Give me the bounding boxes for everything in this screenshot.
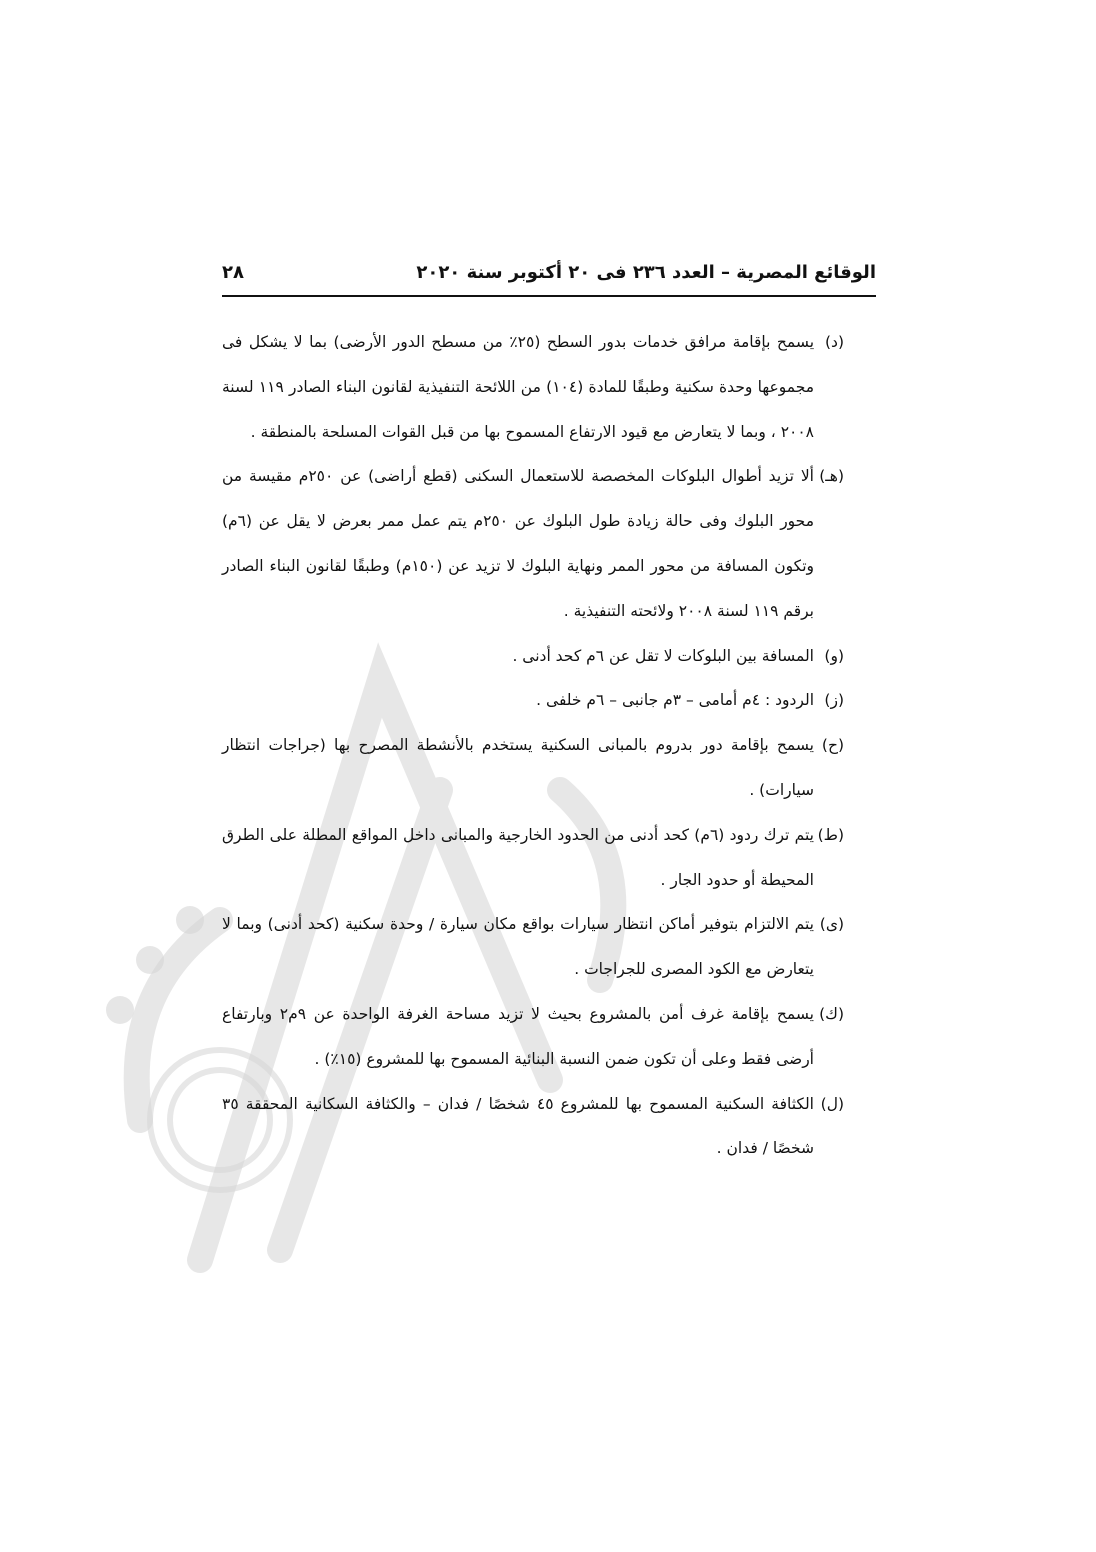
clause-text: الردود : ٤م أمامى – ٣م جانبى – ٦م خلفى . xyxy=(536,691,814,710)
document-body xyxy=(222,320,844,1171)
clause-ta xyxy=(222,813,844,903)
clause-marker: (ز) xyxy=(824,691,844,710)
clause-kaf xyxy=(222,992,844,1082)
clause-waw xyxy=(222,634,844,679)
header-rule xyxy=(222,295,876,297)
clause-text: المسافة بين البلوكات لا تقل عن ٦م كحد أدنى . xyxy=(512,646,814,665)
clause-text: الكثافة السكنية المسموح بها للمشروع ٤٥ شخصًا / فدان – والكثافة السكانية المحققة ٣٥ شخصًا / فدان . xyxy=(222,1094,814,1158)
running-title: الوقائع المصرية – العدد ٢٣٦ فى ٢٠ أكتوبر سنة ٢٠٢٠ xyxy=(416,261,876,283)
clause-ya xyxy=(222,902,844,992)
page-header xyxy=(222,255,876,289)
clause-ha xyxy=(222,454,844,633)
clause-lam xyxy=(222,1082,844,1172)
clause-text: يتم الالتزام بتوفير أماكن انتظار سيارات بواقع مكان سيارة / وحدة سكنية (كحد أدنى) وبما لا يتعارض مع الكود المصرى للجراجات . xyxy=(222,915,814,979)
clause-text: يسمح بإقامة غرف أمن بالمشروع بحيث لا تزيد مساحة الغرفة الواحدة عن ٩م٢ وبارتفاع أرضى فقط وعلى أن تكون ضمن النسبة البنائية المسموح بها للمشروع (١٥٪) . xyxy=(222,1004,814,1068)
clause-dal xyxy=(222,320,844,454)
clause-marker: (ك) xyxy=(819,1004,844,1023)
clause-marker: (ط) xyxy=(817,825,844,844)
clause-marker: (ح) xyxy=(821,736,844,755)
clause-marker: (د) xyxy=(825,333,844,351)
clause-marker: (و) xyxy=(824,646,844,665)
clause-text: ألا تزيد أطوال البلوكات المخصصة للاستعمال السكنى (قطع أراضى) عن ٢٥٠م مقيسة من محور البلوك وفى حالة زيادة طول البلوك عن ٢٥٠م يتم عمل ممر بعرض لا يقل عن (٦م) وتكون المسافة من محور الممر ونهاية البلوك لا تزيد عن (١٥٠م) وطبقًا لقانون البناء الصادر برقم ١١٩ لسنة ٢٠٠٨ ولائحته التنفيذية . xyxy=(222,467,814,620)
page-number: ٢٨ xyxy=(222,261,244,283)
clause-marker: (هـ) xyxy=(819,467,844,486)
clause-ha-2 xyxy=(222,723,844,813)
clause-text: يسمح بإقامة مرافق خدمات بدور السطح (٢٥٪ من مسطح الدور الأرضى) بما لا يشكل فى مجموعها وحدة سكنية وطبقًا للمادة (١٠٤) من اللائحة التنفيذية لقانون البناء الصادر ١١٩ لسنة ٢٠٠٨ ، وبما لا يتعارض مع قيود الارتفاع المسموح بها من قبل القوات المسلحة بالمنطقة . xyxy=(222,333,815,441)
clause-marker: (ل) xyxy=(820,1094,844,1113)
clause-text: يتم ترك ردود (٦م) كحد أدنى من الحدود الخارجية والمبانى داخل المواقع المطلة على الطرق المحيطة أو حدود الجار . xyxy=(222,825,814,889)
clause-marker: (ى) xyxy=(819,915,844,934)
clause-zay xyxy=(222,678,844,723)
clause-text: يسمح بإقامة دور بدروم بالمبانى السكنية يستخدم بالأنشطة المصرح بها (جراجات انتظار سيارات) . xyxy=(222,736,814,799)
